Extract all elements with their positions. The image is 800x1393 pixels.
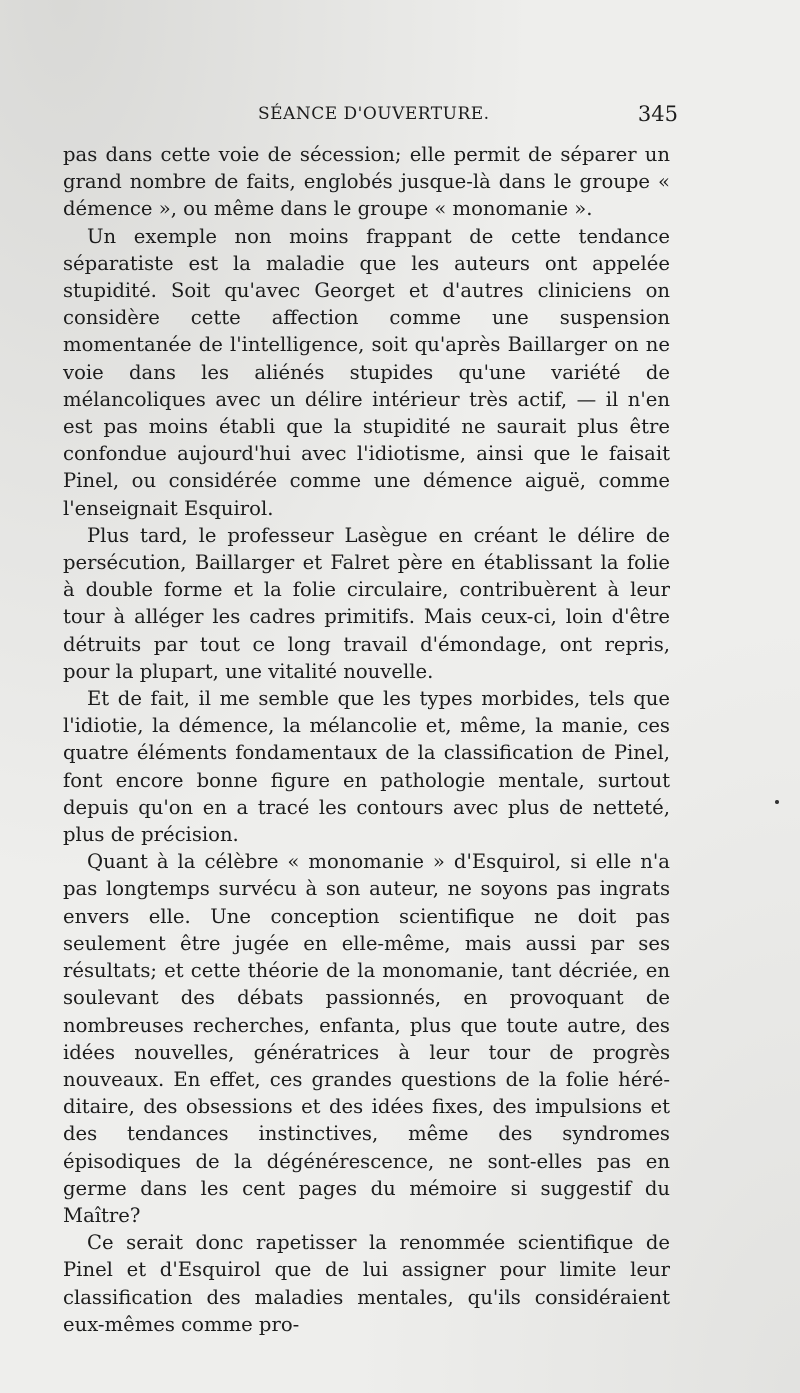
body-text: [63, 141, 670, 1338]
paper-speck: [775, 800, 779, 804]
running-title: SÉANCE D'OUVERTURE.: [258, 104, 490, 124]
paragraph: Quant à la célèbre « monomanie » d'Esquirol, si elle n'a pas longtemps survécu à son auteur, ne soyons pas ingrats envers elle. Une conception scientifique ne doit pas seulement être jugée en elle-même, mais aussi par ses résultats; et cette théorie de la monomanie, tant décriée, en soulevant des débats passionnés, en provoquant de nombreuses recherches, enfanta, plus que toute autre, des idées nouvelles, génératrices à leur tour de progrès nouveaux. En effet, ces grandes questions de la folie héréditaire, des obsessions et des idées fixes, des impulsions et des tendances instinctives, même des syndromes épisodiques de la dégénérescence, ne sont-elles pas en germe dans les cent pages du mémoire si suggestif du Maître?: [63, 850, 670, 1227]
paragraph: Ce serait donc rapetisser la renommée scientifique de Pinel et d'Esquirol que de lui assigner pour limite leur classification des maladies mentales, qu'ils considéraient eux-mêmes comme pro-: [63, 1231, 670, 1336]
paragraph: Un exemple non moins frappant de cette tendance séparatiste est la maladie que les auteurs ont appelée stupidité. Soit qu'avec Georget et d'autres cliniciens on considère cette affection comme une suspension momentanée de l'intelligence, soit qu'après Baillarger on ne voie dans les aliénés stupides qu'une variété de mélancoliques avec un délire intérieur très actif, — il n'en est pas moins établi que la stupidité ne saurait plus être confondue aujourd'hui avec l'idiotisme, ainsi que le faisait Pinel, ou considérée comme une démence aiguë, comme l'enseignait Esquirol.: [63, 224, 670, 520]
page-number: 345: [637, 102, 678, 126]
paragraph-continuation: pas dans cette voie de sécession; elle permit de séparer un grand nombre de faits, englobés jusque-là dans le groupe « démence », ou même dans le groupe « monomanie ».: [63, 143, 670, 221]
running-head: [63, 100, 678, 130]
paragraph: Et de fait, il me semble que les types morbides, tels que l'idiotie, la démence, la mélancolie et, même, la manie, ces quatre éléments fondamentaux de la classification de Pinel, font encore bonne figure en pathologie mentale, surtout depuis qu'on en a tracé les contours avec plus de netteté, plus de précision.: [63, 687, 670, 847]
paragraph: Plus tard, le professeur Lasègue en créant le délire de persécution, Baillarger et Falret père en établissant la folie à double forme et la folie circulaire, contribuèrent à leur tour à alléger les cadres primitifs. Mais ceux-ci, loin d'être détruits par tout ce long travail d'émondage, ont repris, pour la plupart, une vitalité nouvelle.: [63, 523, 670, 683]
book-page: [63, 100, 678, 1338]
